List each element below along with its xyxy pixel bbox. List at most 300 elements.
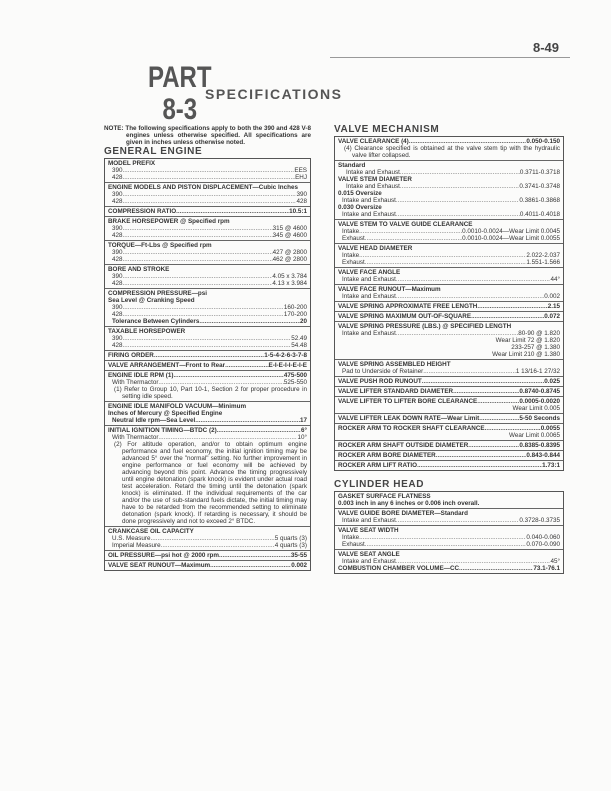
spec-block (335, 377, 563, 387)
spec-value: 0.8385-0.8395 (519, 442, 560, 449)
spec-value: 0.0055 (540, 425, 560, 432)
spec-row (338, 452, 560, 459)
spec-block (335, 161, 563, 220)
spec-row (108, 335, 307, 342)
spec-heading: TORQUE—Ft-Lbs @ Specified rpm (108, 242, 212, 249)
spec-value: 17 (299, 417, 307, 424)
spec-block (335, 244, 563, 268)
leader-dots (396, 558, 551, 565)
spec-heading: COMPRESSION PRESSURE—psi (108, 290, 208, 297)
spec-block (105, 402, 310, 426)
spec-value: 5 quarts (3) (274, 535, 307, 542)
spec-row (108, 198, 307, 205)
spec-label: ROCKER ARM TO ROCKER SHAFT CLEARANCE (338, 425, 485, 432)
spec-heading: VALVE STEM DIAMETER (338, 176, 412, 183)
leader-dots (359, 252, 526, 259)
spec-block (335, 397, 563, 414)
spec-row (108, 249, 307, 256)
spec-block (105, 426, 310, 527)
leader-dots (154, 352, 264, 359)
leader-dots (123, 225, 273, 232)
leader-dots (217, 427, 301, 434)
spec-row (338, 303, 560, 310)
spec-block (105, 265, 310, 289)
spec-row (338, 517, 560, 524)
spec-row (108, 232, 307, 239)
spec-block (105, 561, 310, 570)
spec-heading: BRAKE HORSEPOWER @ Specified rpm (108, 218, 230, 225)
spec-block (105, 527, 310, 551)
spec-label: COMBUSTION CHAMBER VOLUME—CC (338, 565, 460, 572)
leader-dots (123, 304, 284, 311)
spec-label: Intake and Exhaust (342, 293, 396, 300)
spec-value: 315 @ 4600 (272, 225, 307, 232)
spec-heading: MODEL PREFIX (108, 160, 156, 167)
spec-label: Pad to Underside of Retainer (342, 368, 424, 375)
spec-row (108, 256, 307, 263)
spec-label: VALVE CLEARANCE (4) (338, 138, 409, 145)
spec-value: 73.1-76.1 (533, 565, 560, 572)
leader-dots (359, 534, 526, 541)
leader-dots (161, 542, 275, 549)
footnote: (1) Refer to Group 10, Part 10-1, Section 2 for proper procedure in setting idle speed. (114, 386, 307, 400)
spec-row (338, 534, 560, 541)
leader-dots (123, 249, 273, 256)
spec-label: Exhaust (342, 541, 365, 548)
spec-block (335, 387, 563, 397)
leader-dots (422, 378, 545, 385)
spec-label: COMPRESSION RATIO (108, 208, 177, 215)
spec-label: ROCKER ARM SHAFT OUTSIDE DIAMETER (338, 442, 469, 449)
spec-value: 0.0005-0.0020 (519, 398, 560, 405)
section-spacer (334, 471, 564, 479)
spec-block (105, 241, 310, 265)
spec-label: ROCKER ARM LIFT RATIO (338, 462, 418, 469)
spec-label: Intake (342, 228, 360, 235)
spec-block (335, 322, 563, 360)
spec-label: 428 (112, 311, 123, 318)
leader-dots (176, 208, 289, 215)
spec-row (108, 352, 307, 359)
spec-row (108, 304, 307, 311)
spec-row (108, 542, 307, 549)
spec-row (108, 372, 307, 379)
spec-heading: ENGINE MODELS AND PISTON DISPLACEMENT—Cubic Inches (108, 184, 298, 191)
leader-dots (477, 303, 547, 310)
spec-label: Intake and Exhaust (346, 169, 400, 176)
spec-row (338, 330, 560, 337)
leader-dots (199, 318, 300, 325)
spec-block (335, 509, 563, 526)
page-number: 8-49 (533, 40, 560, 55)
spec-row (108, 417, 307, 424)
spec-label: Intake (342, 252, 360, 259)
leader-dots (453, 388, 519, 395)
spec-value: 20 (299, 318, 307, 325)
spec-value: 6° (300, 427, 307, 434)
spec-label: 390 (112, 273, 123, 280)
spec-block (335, 220, 563, 244)
leader-dots (123, 174, 296, 181)
leader-dots (459, 565, 533, 572)
spec-row (338, 183, 560, 190)
spec-value: 4.05 x 3.784 (272, 273, 307, 280)
spec-value-extra: 233-257 @ 1.380 (511, 344, 560, 351)
spec-block (105, 159, 310, 183)
spec-value-extra: Wear Limit 72 @ 1.820 (495, 337, 560, 344)
spec-value: 170-200 (283, 311, 307, 318)
spec-value: 0.8740-0.8745 (519, 388, 560, 395)
spec-label: ENGINE IDLE RPM (1) (108, 372, 174, 379)
leader-dots (477, 398, 519, 405)
section-heading: VALVE MECHANISM (334, 124, 440, 135)
spec-value-extra: Wear Limit 210 @ 1.380 (492, 351, 560, 358)
left-column (104, 125, 311, 579)
spec-value: 428 (296, 198, 307, 205)
spec-label: VALVE PUSH ROD RUNOUT (338, 378, 422, 385)
leader-dots (436, 452, 527, 459)
spec-row (108, 535, 307, 542)
spec-value: 0.070-0.090 (526, 541, 560, 548)
leader-dots (396, 517, 519, 524)
leader-dots (210, 562, 291, 569)
spec-heading: VALVE FACE RUNOUT—Maximum (338, 286, 441, 293)
spec-value: 10.5:1 (289, 208, 307, 215)
spec-row (108, 225, 307, 232)
section-heading: CYLINDER HEAD (334, 479, 425, 490)
leader-dots (173, 372, 283, 379)
leader-dots (400, 183, 519, 190)
spec-row (338, 276, 560, 283)
spec-label: 390 (112, 249, 123, 256)
spec-value: 0.050-0.150 (526, 138, 560, 145)
spec-value: 345 @ 4600 (272, 232, 307, 239)
leader-dots (359, 228, 462, 235)
spec-label: Intake (342, 534, 360, 541)
spec-row (108, 167, 307, 174)
spec-label: VALVE LIFTER TO LIFTER BORE CLEARANCE (338, 398, 478, 405)
spec-label: VALVE SPRING MAXIMUM OUT-OF-SQUARE (338, 313, 472, 320)
spec-value: 1.73:1 (542, 462, 560, 469)
spec-value: EHJ (295, 174, 307, 181)
spec-heading: VALVE GUIDE BORE DIAMETER—Standard (338, 510, 468, 517)
spec-heading: ENGINE IDLE MANIFOLD VACUUM—Minimum (108, 403, 247, 410)
part-number: 8-3 (162, 93, 198, 126)
spec-block (105, 551, 310, 561)
spec-block (105, 327, 310, 351)
spec-block (105, 351, 310, 361)
spec-label: Tolerance Between Cylinders (112, 318, 200, 325)
spec-block (105, 207, 310, 217)
section-spacer (334, 574, 564, 582)
spec-row (338, 259, 560, 266)
spec-block (105, 183, 310, 207)
spec-heading: VALVE SPRING PRESSURE (LBS.) @ SPECIFIED LENGTH (338, 323, 512, 330)
leader-dots (123, 342, 292, 349)
spec-label: 390 (112, 335, 123, 342)
spec-label: VALVE SPRING APPROXIMATE FREE LENGTH (338, 303, 478, 310)
spec-label: Neutral Idle rpm—Sea Level (112, 417, 196, 424)
spec-label: With Thermactor (112, 379, 159, 386)
leader-dots (123, 273, 273, 280)
leader-dots (123, 335, 292, 342)
spec-row (108, 562, 307, 569)
spec-label: Exhaust (342, 259, 365, 266)
part-title (148, 62, 212, 126)
spec-value: 44° (550, 276, 560, 283)
spec-value: 0.002 (291, 562, 307, 569)
page-title: SPECIFICATIONS (205, 86, 343, 102)
note-text: NOTE: The following specifications apply to both the 390 and 428 V-8 engines unless otherwise specified. All specifications are given in inches unless otherwise noted. (104, 125, 311, 146)
spec-value: 35-55 (290, 552, 307, 559)
spec-label: ROCKER ARM BORE DIAMETER (338, 452, 436, 459)
spec-row (108, 362, 307, 369)
spec-label: VALVE SEAT RUNOUT—Maximum (108, 562, 211, 569)
spec-row (338, 462, 560, 469)
spec-row (338, 235, 560, 242)
leader-dots (365, 235, 462, 242)
spec-value: 2.022-2.037 (526, 252, 560, 259)
spec-label: Intake and Exhaust (342, 276, 396, 283)
leader-dots (479, 415, 519, 422)
leader-dots (471, 313, 544, 320)
spec-block (335, 526, 563, 550)
spec-label: With Thermactor (112, 434, 159, 441)
spec-label: Intake and Exhaust (342, 211, 396, 218)
spec-value: 160-200 (283, 304, 307, 311)
spec-value: 5-50 Seconds (519, 415, 560, 422)
spec-heading: VALVE SPRING ASSEMBLED HEIGHT (338, 361, 451, 368)
spec-row (108, 273, 307, 280)
spec-label: VALVE ARRANGEMENT—Front to Rear (108, 362, 226, 369)
spec-block (335, 492, 563, 509)
spec-value: 0.843-0.844 (526, 452, 560, 459)
spec-value-extra: Wear Limit 0.0065 (509, 432, 560, 439)
spec-value: 1.551-1.566 (526, 259, 560, 266)
spec-value-extra: Wear Limit 0.005 (512, 405, 560, 412)
spec-label: INITIAL IGNITION TIMING—BTDC (2) (108, 427, 217, 434)
spec-block (335, 461, 563, 470)
leader-dots (123, 198, 297, 205)
spec-row (338, 252, 560, 259)
spec-label: Intake and Exhaust (342, 517, 396, 524)
spec-row (338, 313, 560, 320)
spec-value: 0.002 (544, 293, 560, 300)
spec-value: 52.49 (291, 335, 307, 342)
spec-value: 0.3728-0.3735 (519, 517, 560, 524)
leader-dots (365, 541, 527, 548)
leader-dots (396, 211, 520, 218)
spec-label: Intake and Exhaust (342, 558, 396, 565)
spec-row (108, 208, 307, 215)
spec-block (335, 137, 563, 161)
spec-row (108, 379, 307, 386)
spec-label: Imperial Measure (112, 542, 161, 549)
leader-dots (123, 232, 273, 239)
spec-value: 80-90 @ 1.820 (518, 330, 560, 337)
spec-row (338, 398, 560, 405)
spec-table (334, 136, 564, 471)
spec-value: 1-5-4-2-6-3-7-8 (264, 352, 307, 359)
spec-value: 1 13/16-1 27/32 (515, 368, 560, 375)
spec-row (338, 211, 560, 218)
spec-heading: VALVE SEAT WIDTH (338, 527, 399, 534)
leader-dots (123, 167, 295, 174)
spec-row (338, 138, 560, 145)
spec-row (108, 552, 307, 559)
spec-row (338, 293, 560, 300)
spec-value: 2.15 (547, 303, 560, 310)
spec-value: E-I-E-I-I-E-I-E (268, 362, 307, 369)
spec-row (338, 541, 560, 548)
spec-label: Intake and Exhaust (342, 330, 396, 337)
spec-value: 390 (296, 191, 307, 198)
spec-label: OIL PRESSURE—psi hot @ 2000 rpm (108, 552, 219, 559)
spec-row (338, 425, 560, 432)
section-heading: GENERAL ENGINE (104, 146, 203, 157)
spec-heading: VALVE HEAD DIAMETER (338, 245, 413, 252)
footnote: (2) For altitude operation, and/or to obtain optimum engine performance and fuel economy, the initial ignition timing may be advanced 5° over the "normal" setting. No further improvement in engine performance or fuel economy will be achieved by advancing beyond this point. Advance the timing progressively until engine detonation (spark knock) is evident under actual road test acceleration. Retard the timing until the detonation (spark knock) is eliminated. If the individual requirements of the car and/or the use of sub-standard fuels dictate, the initial timing may have to be retarded from the recommended setting to eliminate detonation (spark knock). If retarding is necessary, it should be done progressively and not to exceed 2° BTDC. (114, 441, 307, 525)
leader-dots (396, 276, 551, 283)
spec-value: 45° (550, 558, 560, 565)
spec-row (338, 368, 560, 375)
leader-dots (409, 138, 527, 145)
leader-dots (423, 368, 516, 375)
footnote: (4) Clearance specified is obtained at the valve stem tip with the hydraulic valve lifter collapsed. (344, 145, 560, 159)
spec-block (335, 424, 563, 441)
leader-dots (123, 280, 273, 287)
spec-table (104, 158, 311, 571)
header-rule (330, 57, 570, 58)
leader-dots (219, 552, 291, 559)
spec-block (105, 217, 310, 241)
spec-heading: VALVE STEM TO VALVE GUIDE CLEARANCE (338, 221, 473, 228)
spec-value: EES (294, 167, 307, 174)
spec-label: 390 (112, 225, 123, 232)
spec-block (105, 289, 310, 327)
spec-heading: CRANKCASE OIL CAPACITY (108, 528, 194, 535)
spec-row (338, 228, 560, 235)
spec-label: 390 (112, 304, 123, 311)
spec-value: 0.0010-0.0024—Wear Limit 0.0055 (462, 235, 560, 242)
spec-block (335, 550, 563, 573)
spec-heading: 0.030 Oversize (338, 204, 382, 211)
leader-dots (123, 191, 297, 198)
leader-dots (225, 362, 268, 369)
spec-block (335, 414, 563, 424)
spec-value: 0.4011-0.4018 (519, 211, 560, 218)
leader-dots (400, 169, 520, 176)
spec-label: VALVE LIFTER LEAK DOWN RATE—Wear Limit (338, 415, 480, 422)
spec-row (338, 388, 560, 395)
leader-dots (195, 417, 300, 424)
spec-value: 0.3861-0.3868 (519, 197, 560, 204)
leader-dots (468, 442, 519, 449)
spec-label: 428 (112, 256, 123, 263)
spec-block (335, 268, 563, 285)
spec-label: 428 (112, 198, 123, 205)
leader-dots (365, 259, 527, 266)
leader-dots (158, 434, 297, 441)
spec-value: 0.040-0.060 (526, 534, 560, 541)
leader-dots (151, 535, 275, 542)
spec-label: 428 (112, 174, 123, 181)
spec-value: 0.025 (544, 378, 560, 385)
spec-block (335, 441, 563, 451)
spec-heading: GASKET SURFACE FLATNESS (338, 493, 431, 500)
spec-heading: Sea Level @ Cranking Speed (108, 297, 195, 304)
spec-row (108, 280, 307, 287)
spec-label: Exhaust (342, 235, 365, 242)
spec-value: 0.0010-0.0024—Wear Limit 0.0045 (462, 228, 560, 235)
spec-heading: VALVE SEAT ANGLE (338, 551, 400, 558)
leader-dots (396, 293, 544, 300)
spec-row (108, 311, 307, 318)
spec-block (335, 451, 563, 461)
spec-row (338, 442, 560, 449)
spec-label: Intake and Exhaust (346, 183, 400, 190)
spec-value: 54.48 (291, 342, 307, 349)
leader-dots (123, 311, 284, 318)
spec-value: 0.3711-0.3718 (519, 169, 560, 176)
spec-row (338, 415, 560, 422)
spec-block (335, 302, 563, 312)
spec-block (335, 360, 563, 377)
spec-row (108, 342, 307, 349)
spec-row (108, 434, 307, 441)
spec-value: 10° (297, 434, 307, 441)
spec-row (338, 197, 560, 204)
spec-block (105, 371, 310, 402)
spec-heading: Standard (338, 162, 366, 169)
part-label: PART (148, 61, 212, 94)
spec-row (338, 378, 560, 385)
section-spacer (104, 571, 311, 579)
leader-dots (485, 425, 541, 432)
spec-block (105, 361, 310, 371)
spec-row (338, 558, 560, 565)
spec-value: 427 @ 2800 (272, 249, 307, 256)
spec-row (108, 318, 307, 325)
spec-heading: 0.003 inch in any 6 inches or 0.006 inch overall. (338, 500, 480, 507)
spec-value: 462 @ 2800 (272, 256, 307, 263)
spec-label: VALVE LIFTER STANDARD DIAMETER (338, 388, 454, 395)
spec-value: 475-500 (283, 372, 307, 379)
leader-dots (158, 379, 283, 386)
spec-block (335, 285, 563, 302)
spec-row (108, 427, 307, 434)
spec-row (108, 174, 307, 181)
spec-value: 525-550 (283, 379, 307, 386)
leader-dots (396, 330, 518, 337)
spec-label: 428 (112, 280, 123, 287)
spec-table (334, 491, 564, 574)
spec-value: 0.3741-0.3748 (519, 183, 560, 190)
spec-heading: TAXABLE HORSEPOWER (108, 328, 186, 335)
spec-label: FIRING ORDER (108, 352, 154, 359)
spec-heading: VALVE FACE ANGLE (338, 269, 401, 276)
leader-dots (396, 197, 519, 204)
spec-row (108, 191, 307, 198)
spec-heading: BORE AND STROKE (108, 266, 170, 273)
spec-label: 390 (112, 167, 123, 174)
spec-label: U.S. Measure (112, 535, 151, 542)
spec-label: 428 (112, 342, 123, 349)
spec-value: 4 quarts (3) (274, 542, 307, 549)
spec-block (335, 312, 563, 322)
spec-label: 390 (112, 191, 123, 198)
spec-value: 4.13 x 3.984 (272, 280, 307, 287)
